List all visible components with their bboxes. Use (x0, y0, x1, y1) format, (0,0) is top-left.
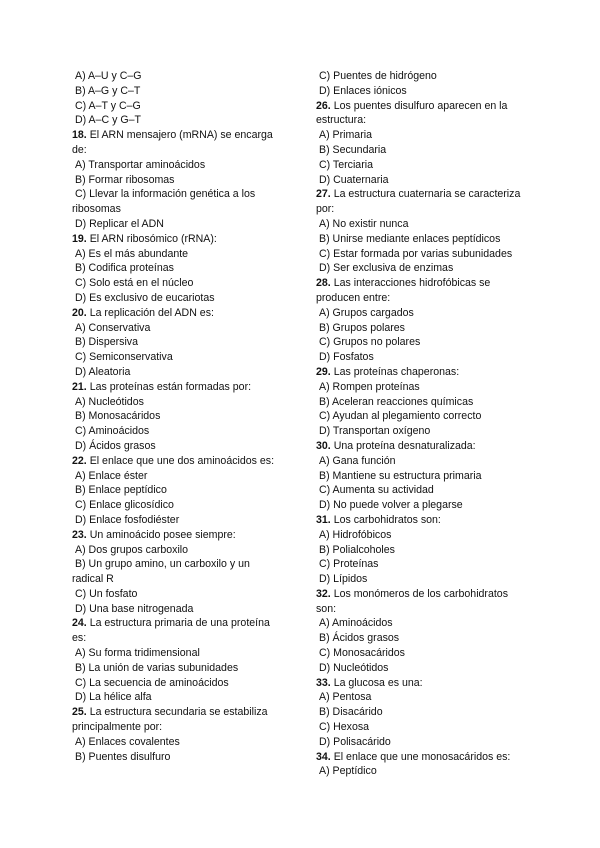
answer-option: D) Es exclusivo de eucariotas (75, 291, 215, 304)
question-prompt: El ARN ribosómico (rRNA): (89, 232, 217, 245)
answer-option: C) Semiconservativa (75, 351, 173, 364)
answer-option: B) Mantiene su estructura primaria (319, 469, 482, 482)
answer-option (72, 557, 280, 587)
question-text (72, 306, 280, 321)
answer-option: A) Grupos cargados (319, 306, 414, 319)
question-number: 22. (72, 454, 87, 467)
answer-option: D) Nucleótidos (319, 661, 389, 674)
answer-option: A) No existir nunca (319, 217, 409, 230)
question-number: 19. (72, 232, 87, 245)
question-number: 29. (316, 365, 331, 378)
answer-option: C) La secuencia de aminoácidos (75, 676, 229, 689)
answer-option: A) Pentosa (319, 691, 372, 704)
answer-option: C) A–T y C–G (75, 99, 141, 112)
question-number: 25. (72, 706, 87, 719)
answer-option: B) Codifica proteínas (75, 262, 174, 275)
answer-option-text: C) Llevar la información genética a los ribosomas (72, 188, 256, 216)
question-number: 33. (316, 676, 331, 689)
answer-option: A) Aminoácidos (319, 617, 393, 630)
question-prompt: Una proteína desnaturalizada: (333, 439, 476, 452)
question-text (316, 439, 530, 454)
question-text (72, 128, 280, 158)
answer-option: D) Cuaternaria (319, 173, 389, 186)
answer-option: A) Rompen proteínas (319, 380, 420, 393)
question-prompt: Las proteínas están formadas por: (89, 380, 252, 393)
answer-option: C) Proteínas (319, 558, 379, 571)
question-number: 21. (72, 380, 87, 393)
right-column (316, 69, 530, 779)
answer-option: A) A–U y C–G (75, 70, 142, 82)
answer-option: D) La hélice alfa (75, 691, 152, 704)
answer-option: B) Formar ribosomas (75, 173, 175, 186)
question-text (316, 276, 530, 306)
answer-option: B) Monosacáridos (75, 410, 161, 423)
question-text (72, 528, 280, 543)
question-prompt: Las interacciones hidrofóbicas se producen entre: (316, 277, 491, 304)
answer-option: B) Secundaria (319, 143, 387, 156)
question-text (316, 99, 530, 129)
answer-option: A) Su forma tridimensional (75, 647, 200, 660)
answer-option: B) Aceleran reacciones químicas (319, 395, 474, 408)
question-text (72, 380, 280, 395)
question-text (72, 616, 280, 646)
question-number: 26. (316, 99, 331, 112)
answer-option: B) Enlace peptídico (75, 484, 167, 497)
answer-option: D) Replicar el ADN (75, 217, 164, 230)
question-text (316, 513, 530, 528)
answer-option: A) Gana función (319, 454, 396, 467)
answer-option: D) Fosfatos (319, 351, 374, 364)
question-prompt: El enlace que une monosacáridos es: (333, 750, 511, 763)
answer-option: B) Disacárido (319, 706, 383, 719)
left-column (72, 69, 280, 764)
question-number: 24. (72, 617, 87, 630)
question-number: 32. (316, 587, 331, 600)
question-number: 18. (72, 129, 87, 142)
answer-option: C) Puentes de hidrógeno (319, 70, 437, 82)
answer-option: C) Enlace glicosídico (75, 499, 174, 512)
question-text (72, 454, 280, 469)
question-number: 28. (316, 277, 331, 290)
answer-option: A) Es el más abundante (75, 247, 189, 260)
answer-option: A) Nucleótidos (75, 395, 144, 408)
answer-option: D) Ácidos grasos (75, 439, 156, 452)
answer-option: C) Grupos no polares (319, 336, 421, 349)
question-prompt: El ARN mensajero (mRNA) se encarga de: (72, 129, 273, 156)
question-prompt: El enlace que une dos aminoácidos es: (89, 454, 275, 467)
question-number: 27. (316, 188, 331, 201)
answer-option (72, 187, 280, 217)
answer-option: D) No puede volver a plegarse (319, 499, 463, 512)
answer-option: B) Ácidos grasos (319, 632, 400, 645)
answer-option: A) Dos grupos carboxilo (75, 543, 189, 556)
question-prompt: La estructura primaria de una proteína es: (72, 617, 270, 645)
answer-option: C) Estar formada por varias subunidades (319, 247, 513, 260)
question-text (316, 676, 530, 691)
question-text (72, 705, 280, 735)
answer-option: C) Un fosfato (75, 587, 138, 600)
answer-option: D) Transportan oxígeno (319, 425, 431, 438)
answer-option: A) Enlace éster (75, 469, 148, 482)
answer-option: A) Peptídico (319, 765, 377, 778)
answer-option: A) Hidrofóbicos (319, 528, 392, 541)
answer-option: B) La unión de varias subunidades (75, 661, 239, 674)
answer-option: D) Lípidos (319, 573, 368, 586)
question-number: 30. (316, 439, 331, 452)
question-prompt: La estructura secundaria se estabiliza principalmente por: (72, 706, 268, 734)
answer-option: B) Puentes disulfuro (75, 750, 171, 763)
answer-option: D) Una base nitrogenada (75, 602, 194, 615)
answer-option: C) Ayudan al plegamiento correcto (319, 410, 482, 423)
answer-option: B) Grupos polares (319, 321, 405, 334)
question-number: 23. (72, 528, 87, 541)
answer-option: B) Dispersiva (75, 336, 138, 349)
answer-option: C) Monosacáridos (319, 647, 405, 660)
question-prompt: Los puentes disulfuro aparecen en la estructura: (316, 99, 508, 127)
answer-option: C) Terciaria (319, 158, 373, 171)
question-number: 34. (316, 750, 331, 763)
answer-option: D) Aleatoria (75, 365, 131, 378)
question-number: 31. (316, 513, 331, 526)
question-text (316, 365, 530, 380)
answer-option: D) Ser exclusiva de enzimas (319, 262, 454, 275)
question-prompt: La glucosa es una: (333, 676, 423, 689)
question-prompt: La estructura cuaternaria se caracteriza por: (316, 188, 521, 216)
answer-option: B) Unirse mediante enlaces peptídicos (319, 232, 501, 245)
question-number: 20. (72, 306, 87, 319)
answer-option: A) Primaria (319, 129, 372, 142)
answer-option: D) Enlace fosfodiéster (75, 513, 180, 526)
question-prompt: La replicación del ADN es: (89, 306, 214, 319)
question-text (316, 187, 530, 217)
answer-option-text: B) Un grupo amino, un carboxilo y un radical R (72, 558, 250, 586)
question-prompt: Los monómeros de los carbohidratos son: (316, 587, 508, 615)
answer-option: B) Polialcoholes (319, 543, 395, 556)
question-prompt: Los carbohidratos son: (333, 513, 441, 526)
answer-option: A) Transportar aminoácidos (75, 158, 206, 171)
answer-option: C) Aminoácidos (75, 425, 150, 438)
question-prompt: Un aminoácido posee siempre: (89, 528, 236, 541)
question-text (72, 232, 280, 247)
answer-option: C) Hexosa (319, 721, 370, 734)
answer-option: B) A–G y C–T (75, 84, 141, 97)
answer-option: A) Enlaces covalentes (75, 735, 180, 748)
answer-option: D) Polisacárido (319, 735, 391, 748)
answer-option: C) Solo está en el núcleo (75, 277, 194, 290)
question-text (316, 587, 530, 617)
answer-option: A) Conservativa (75, 321, 151, 334)
answer-option: D) A–C y G–T (75, 114, 141, 127)
question-prompt: Las proteínas chaperonas: (333, 365, 460, 378)
answer-option: D) Enlaces iónicos (319, 84, 407, 97)
answer-option: C) Aumenta su actividad (319, 484, 434, 497)
question-text (316, 750, 530, 765)
